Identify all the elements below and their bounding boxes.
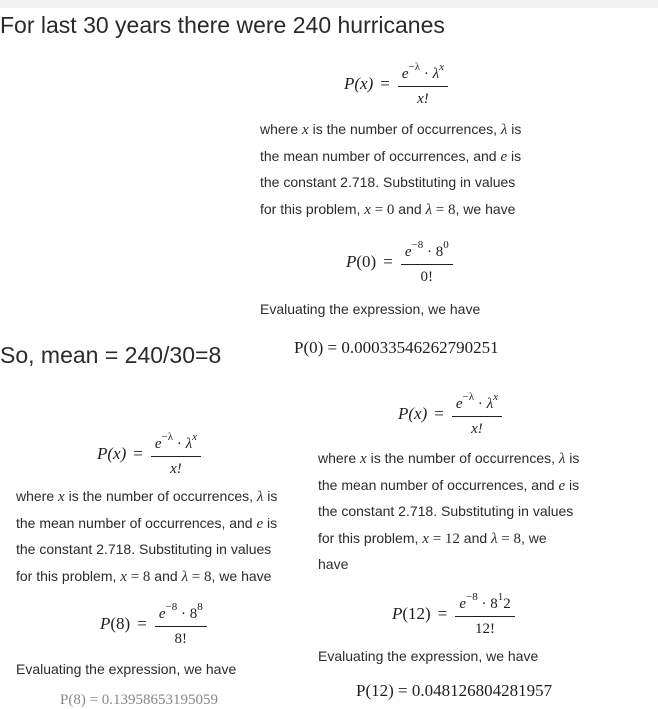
poisson-formula-1: [344, 60, 448, 108]
formula-numerator: $e^{-\lambda} \cdot \lambda^x$: [401, 61, 444, 82]
poisson-formula-3: P(x) = $\frac{e^{-\lambda} \cdot \lambda^x}{x!}$: [398, 390, 502, 438]
evaluating-text-3: Evaluating the expression, we have: [318, 648, 539, 664]
sub-lhs: P(0): [346, 252, 377, 271]
substitution-formula-1: P(0) = $\frac{e^{-8} \cdot 8^0}{0!}$: [346, 238, 453, 286]
result-p12: P(12) = 0.048126804281957: [356, 681, 553, 700]
formula-lhs: P(x): [344, 74, 374, 93]
substitution-formula-2: P(8) = $\frac{e^{-8} \cdot 8^8}{8!}$: [100, 600, 207, 648]
page-title: For last 30 years there were 240 hurricanes: [0, 12, 445, 38]
substitution-formula-3: P(12) = $\frac{e^{-8} \cdot 8^12}{12!}$: [392, 590, 515, 638]
poisson-formula-2: P(x) = $\frac{e^{-\lambda} \cdot \lambda^x}{x!}$: [97, 430, 201, 478]
formula-eq: =: [380, 74, 390, 93]
top-strip: [0, 0, 658, 8]
explanation-2: where x is the number of occurrences, λ is the mean number of occurrences, and e is the constant 2.718. Substituting in values for this problem, x = 8 and λ = 8, we have: [16, 488, 278, 585]
explanation-3: where x is the number of occurrences, λ is the mean number of occurrences, and e is the constant 2.718. Substituting in values for this problem, x = 12 and λ = 8, we have: [318, 450, 580, 572]
evaluating-text-1: Evaluating the expression, we have: [260, 301, 481, 317]
sub-fraction: $\frac{e^{-8} \cdot 8^0}{0!}$: [401, 238, 453, 286]
result-p0: P(0) = 0.00033546262790251: [294, 338, 499, 357]
evaluating-text-2: Evaluating the expression, we have: [16, 661, 237, 677]
explanation-1: where x is the number of occurrences, λ is the mean number of occurrences, and e is the constant 2.718. Substituting in values for this problem, x = 0 and λ = 8, we have: [260, 121, 522, 218]
result-p8-truncated: P(8) = 0.13958653195059: [60, 692, 219, 708]
formula-denominator: x!: [417, 91, 429, 107]
formula-fraction: [398, 60, 448, 108]
mean-statement: So, mean = 240/30=8: [0, 342, 222, 368]
